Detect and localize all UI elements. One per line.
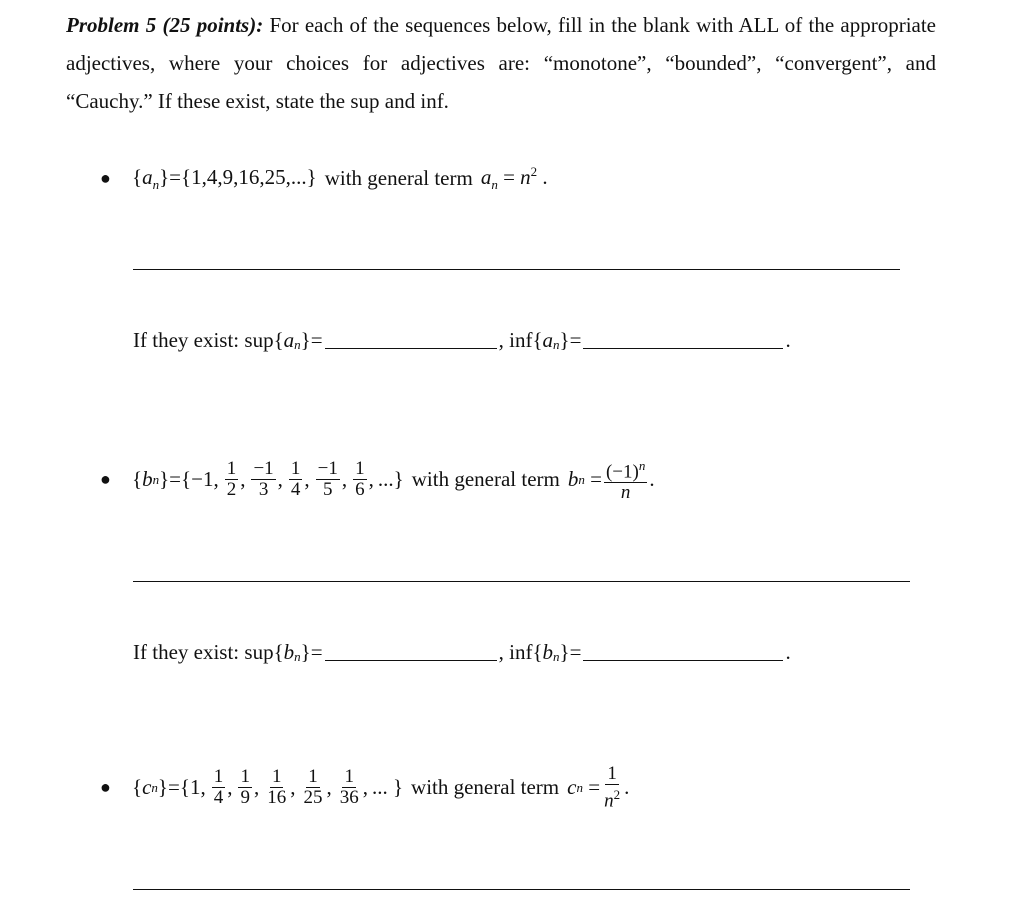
bullet-icon: ●: [100, 469, 111, 490]
answer-line-c[interactable]: [133, 889, 910, 890]
fraction: $\frac{1}{25}$: [303, 766, 323, 809]
sup-a-blank[interactable]: [325, 330, 497, 349]
sup-label: sup: [244, 328, 274, 352]
sequence-b: [100, 456, 655, 503]
general-term-label: with general term: [324, 166, 473, 191]
sequence-a: [100, 164, 548, 193]
sequence-a-set: $\{a_n\}=\{1,4,9,16,25,...\}$: [132, 164, 317, 192]
problem-text: For each of the sequences below, fill in the blank with ALL of the appropriate adjectives, where your choices for adjectives are: “monotone”, “bounded”, “convergent”, and “Cauchy.” If these exist, state the sup and inf.: [66, 13, 937, 113]
fraction: $\frac{-1}{5}$: [317, 458, 338, 501]
general-term-a: $a_n = n^2$ .: [480, 164, 548, 193]
sup-inf-a: If they exist: sup { a $_n$ }= , inf { a $_n$ }= .: [133, 328, 791, 352]
fraction: $\frac{1}{2}$: [226, 458, 237, 501]
fraction: $\frac{1}{16}$: [267, 766, 287, 809]
if-exist-label: If they exist:: [133, 640, 240, 664]
fraction: $\frac{1}{4}$: [290, 458, 301, 501]
fraction: $\frac{1}{4}$: [213, 766, 224, 809]
inf-label: inf: [509, 328, 533, 352]
problem-statement: [66, 6, 936, 120]
sup-label: sup: [244, 640, 274, 664]
bullet-icon: ●: [100, 777, 111, 798]
inf-label: inf: [509, 640, 533, 664]
sequence-c-set: { c n }={ 1, $\frac{1}{4}$ , $\frac{1}{9}$ , $\frac{1}{16}$ , $\frac{1}{25}$ , $\frac{1}{36}$ , ... }: [132, 766, 404, 809]
sequence-c: [100, 764, 629, 811]
bullet-icon: ●: [100, 168, 111, 189]
answer-line-b[interactable]: [133, 581, 910, 582]
fraction: $\frac{1}{36}$: [339, 766, 359, 809]
sequence-b-set: { b n }={ −1, $\frac{1}{2}$ , $\frac{-1}{3}$ , $\frac{1}{4}$ , $\frac{-1}{5}$ , $\frac{1}{6}$ , ...}: [132, 458, 404, 501]
sup-inf-b: If they exist: sup { b $_n$ }= , inf { b $_n$ }= .: [133, 640, 791, 664]
general-term-label: with general term: [411, 775, 560, 800]
general-term-c: c n = $\frac{1}{n^2}$ .: [567, 763, 630, 812]
fraction: $\frac{-1}{3}$: [253, 458, 274, 501]
general-term-label: with general term: [411, 467, 560, 492]
problem-title: Problem 5 (25 points):: [66, 13, 264, 37]
general-term-b: b n = $\frac{(-1)^n}{n}$ .: [567, 458, 655, 504]
if-exist-label: If they exist:: [133, 328, 240, 352]
answer-line-a[interactable]: [133, 269, 900, 270]
sup-b-blank[interactable]: [325, 642, 497, 661]
inf-a-blank[interactable]: [583, 330, 783, 349]
fraction: $\frac{1}{6}$: [355, 458, 365, 501]
inf-b-blank[interactable]: [583, 642, 783, 661]
fraction: $\frac{1}{9}$: [240, 766, 250, 809]
